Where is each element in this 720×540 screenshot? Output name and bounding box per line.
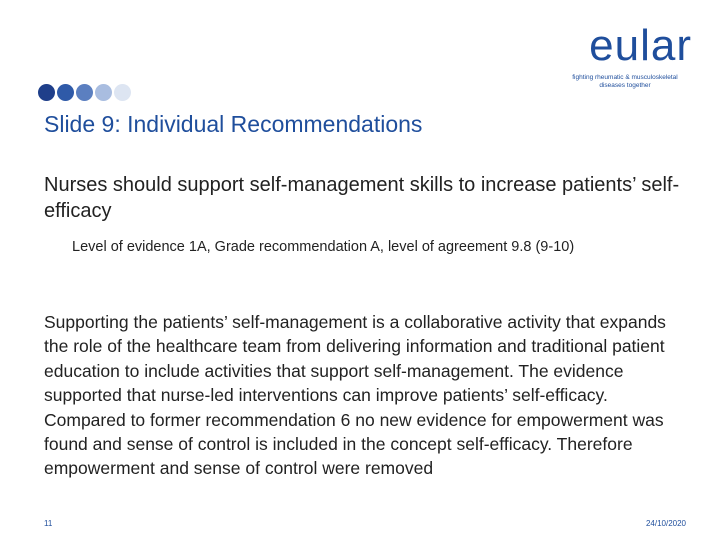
logo-wordmark: eular: [589, 21, 692, 70]
dot-icon: [57, 84, 74, 101]
footer-date: 24/10/2020: [645, 519, 686, 528]
logo-tagline-line-2: diseases together: [599, 82, 651, 89]
decorative-dots: [38, 84, 131, 102]
dot-icon: [76, 84, 93, 101]
page-number: 11: [44, 519, 53, 528]
dot-icon: [95, 84, 112, 101]
dot-icon: [114, 84, 131, 101]
evidence-level: Level of evidence 1A, Grade recommendation A, level of agreement 9.8 (9-10): [72, 239, 575, 255]
logo-tagline: [560, 74, 690, 90]
eular-logo: [562, 21, 692, 96]
recommendation-heading: Nurses should support self-management skills to increase patients’ self-efficacy: [44, 174, 680, 222]
logo-tagline-line-1: fighting rheumatic & musculoskeletal: [572, 74, 678, 81]
body-paragraph: Supporting the patients’ self-management is a collaborative activity that expands the role of the healthcare team from delivering information and traditional patient education to include activities that support self-management. The evidence supported that nurse-led interventions can improve patients’ self-efficacy. Compared to former recommendation 6 no new evidence for empowerment was found and sense of control is included in the concept self-efficacy. Therefore empowerment and sense of control were removed: [44, 312, 666, 479]
slide-title: Slide 9: Individual Recommendations: [44, 111, 423, 137]
dot-icon: [38, 84, 55, 101]
